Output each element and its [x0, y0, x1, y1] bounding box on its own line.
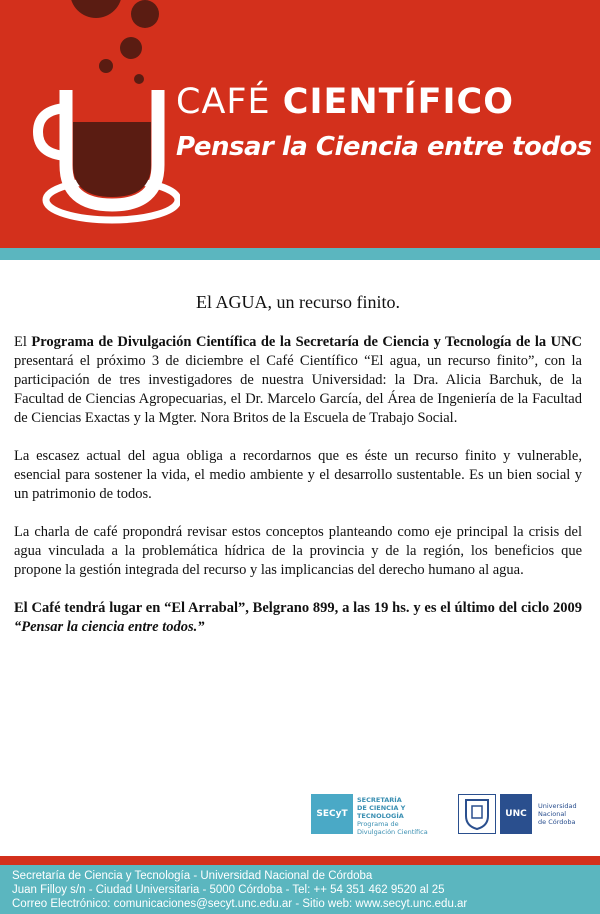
paragraph-4-bold: El Café tendrá lugar en “El Arrabal”, Belgrano 899, a las 19 hs. y es el último del ciclo 2009 — [14, 600, 582, 616]
unc-line-2: Nacional — [538, 810, 567, 818]
unc-logo — [458, 794, 578, 834]
secyt-line-4: Programa de — [357, 820, 399, 828]
paragraph-4-italic: “Pensar la ciencia entre todos.” — [14, 619, 205, 635]
footer-line-1: Secretaría de Ciencia y Tecnología - Universidad Nacional de Córdoba — [12, 870, 373, 882]
footer-divider — [0, 856, 600, 865]
footer — [0, 865, 600, 914]
paragraph-1-rest: presentará el próximo 3 de diciembre el Café Científico “El agua, un recurso finito”, con la participación de tres investigadores de nuestra Universidad: la Dra. Alicia Barchuk, de la Facultad de Ciencias Agropecuarias, el Dr. Marcelo García, del Área de Ingeniería de la Facultad de Ciencias Exactas y la Mgter. Nora Britos de la Escuela de Trabajo Social. — [14, 353, 582, 426]
secyt-line-5: Divulgación Científica — [357, 828, 428, 836]
brand-title-bold: CIENTÍFICO — [282, 82, 514, 122]
unc-line-3: de Córdoba — [538, 818, 576, 826]
article-body — [14, 292, 582, 656]
paragraph-1-bold: Programa de Divulgación Científica de la Secretaría de Ciencia y Tecnología de la UNC — [31, 334, 582, 350]
paragraph-1 — [14, 333, 582, 428]
paragraph-2: La escasez actual del agua obliga a recordarnos que es éste un recurso finito y vulnerable, esencial para sostener la vida, el medio ambiente y el desarrollo sustentable. Es un bien social y un patrimonio de todos. — [14, 448, 582, 502]
brand-tagline: Pensar la Ciencia entre todos — [176, 132, 592, 162]
brand-title — [176, 82, 514, 122]
unc-mark: UNC — [500, 794, 532, 834]
sponsor-logos — [0, 794, 600, 838]
footer-line-2: Juan Filloy s/n - Ciudad Universitaria - 5000 Córdoba - Tel: ++ 54 351 462 9520 al 25 — [12, 884, 445, 896]
unc-shield-icon — [458, 794, 496, 834]
header-banner — [0, 0, 600, 248]
brand-title-light: CAFÉ — [176, 82, 283, 122]
cafe-cientifico-logo-icon — [0, 0, 180, 248]
unc-logo-text — [538, 802, 588, 826]
secyt-line-2: DE CIENCIA Y — [357, 804, 406, 812]
paragraph-3: La charla de café propondrá revisar estos conceptos planteando como eje principal la crisis del agua vinculada a la problemática hídrica de la provincia y de la región, los beneficios que propone la gestión integrada del recurso y las implicancias del derecho humano al agua. — [14, 524, 582, 578]
footer-line-3: Correo Electrónico: comunicaciones@secyt.unc.edu.ar - Sitio web: www.secyt.unc.edu.ar — [12, 898, 468, 910]
paragraph-4 — [14, 599, 582, 637]
paragraph-1-intro: El — [14, 334, 32, 350]
article-title: El AGUA, un recurso finito. — [196, 292, 400, 312]
secyt-line-1: SECRETARÍA — [357, 796, 402, 804]
unc-line-1: Universidad — [538, 802, 577, 810]
secyt-logo-text — [357, 796, 437, 836]
header-divider — [0, 248, 600, 260]
secyt-line-3: TECNOLOGÍA — [357, 812, 404, 820]
secyt-logo-icon: SECyT — [311, 794, 353, 834]
